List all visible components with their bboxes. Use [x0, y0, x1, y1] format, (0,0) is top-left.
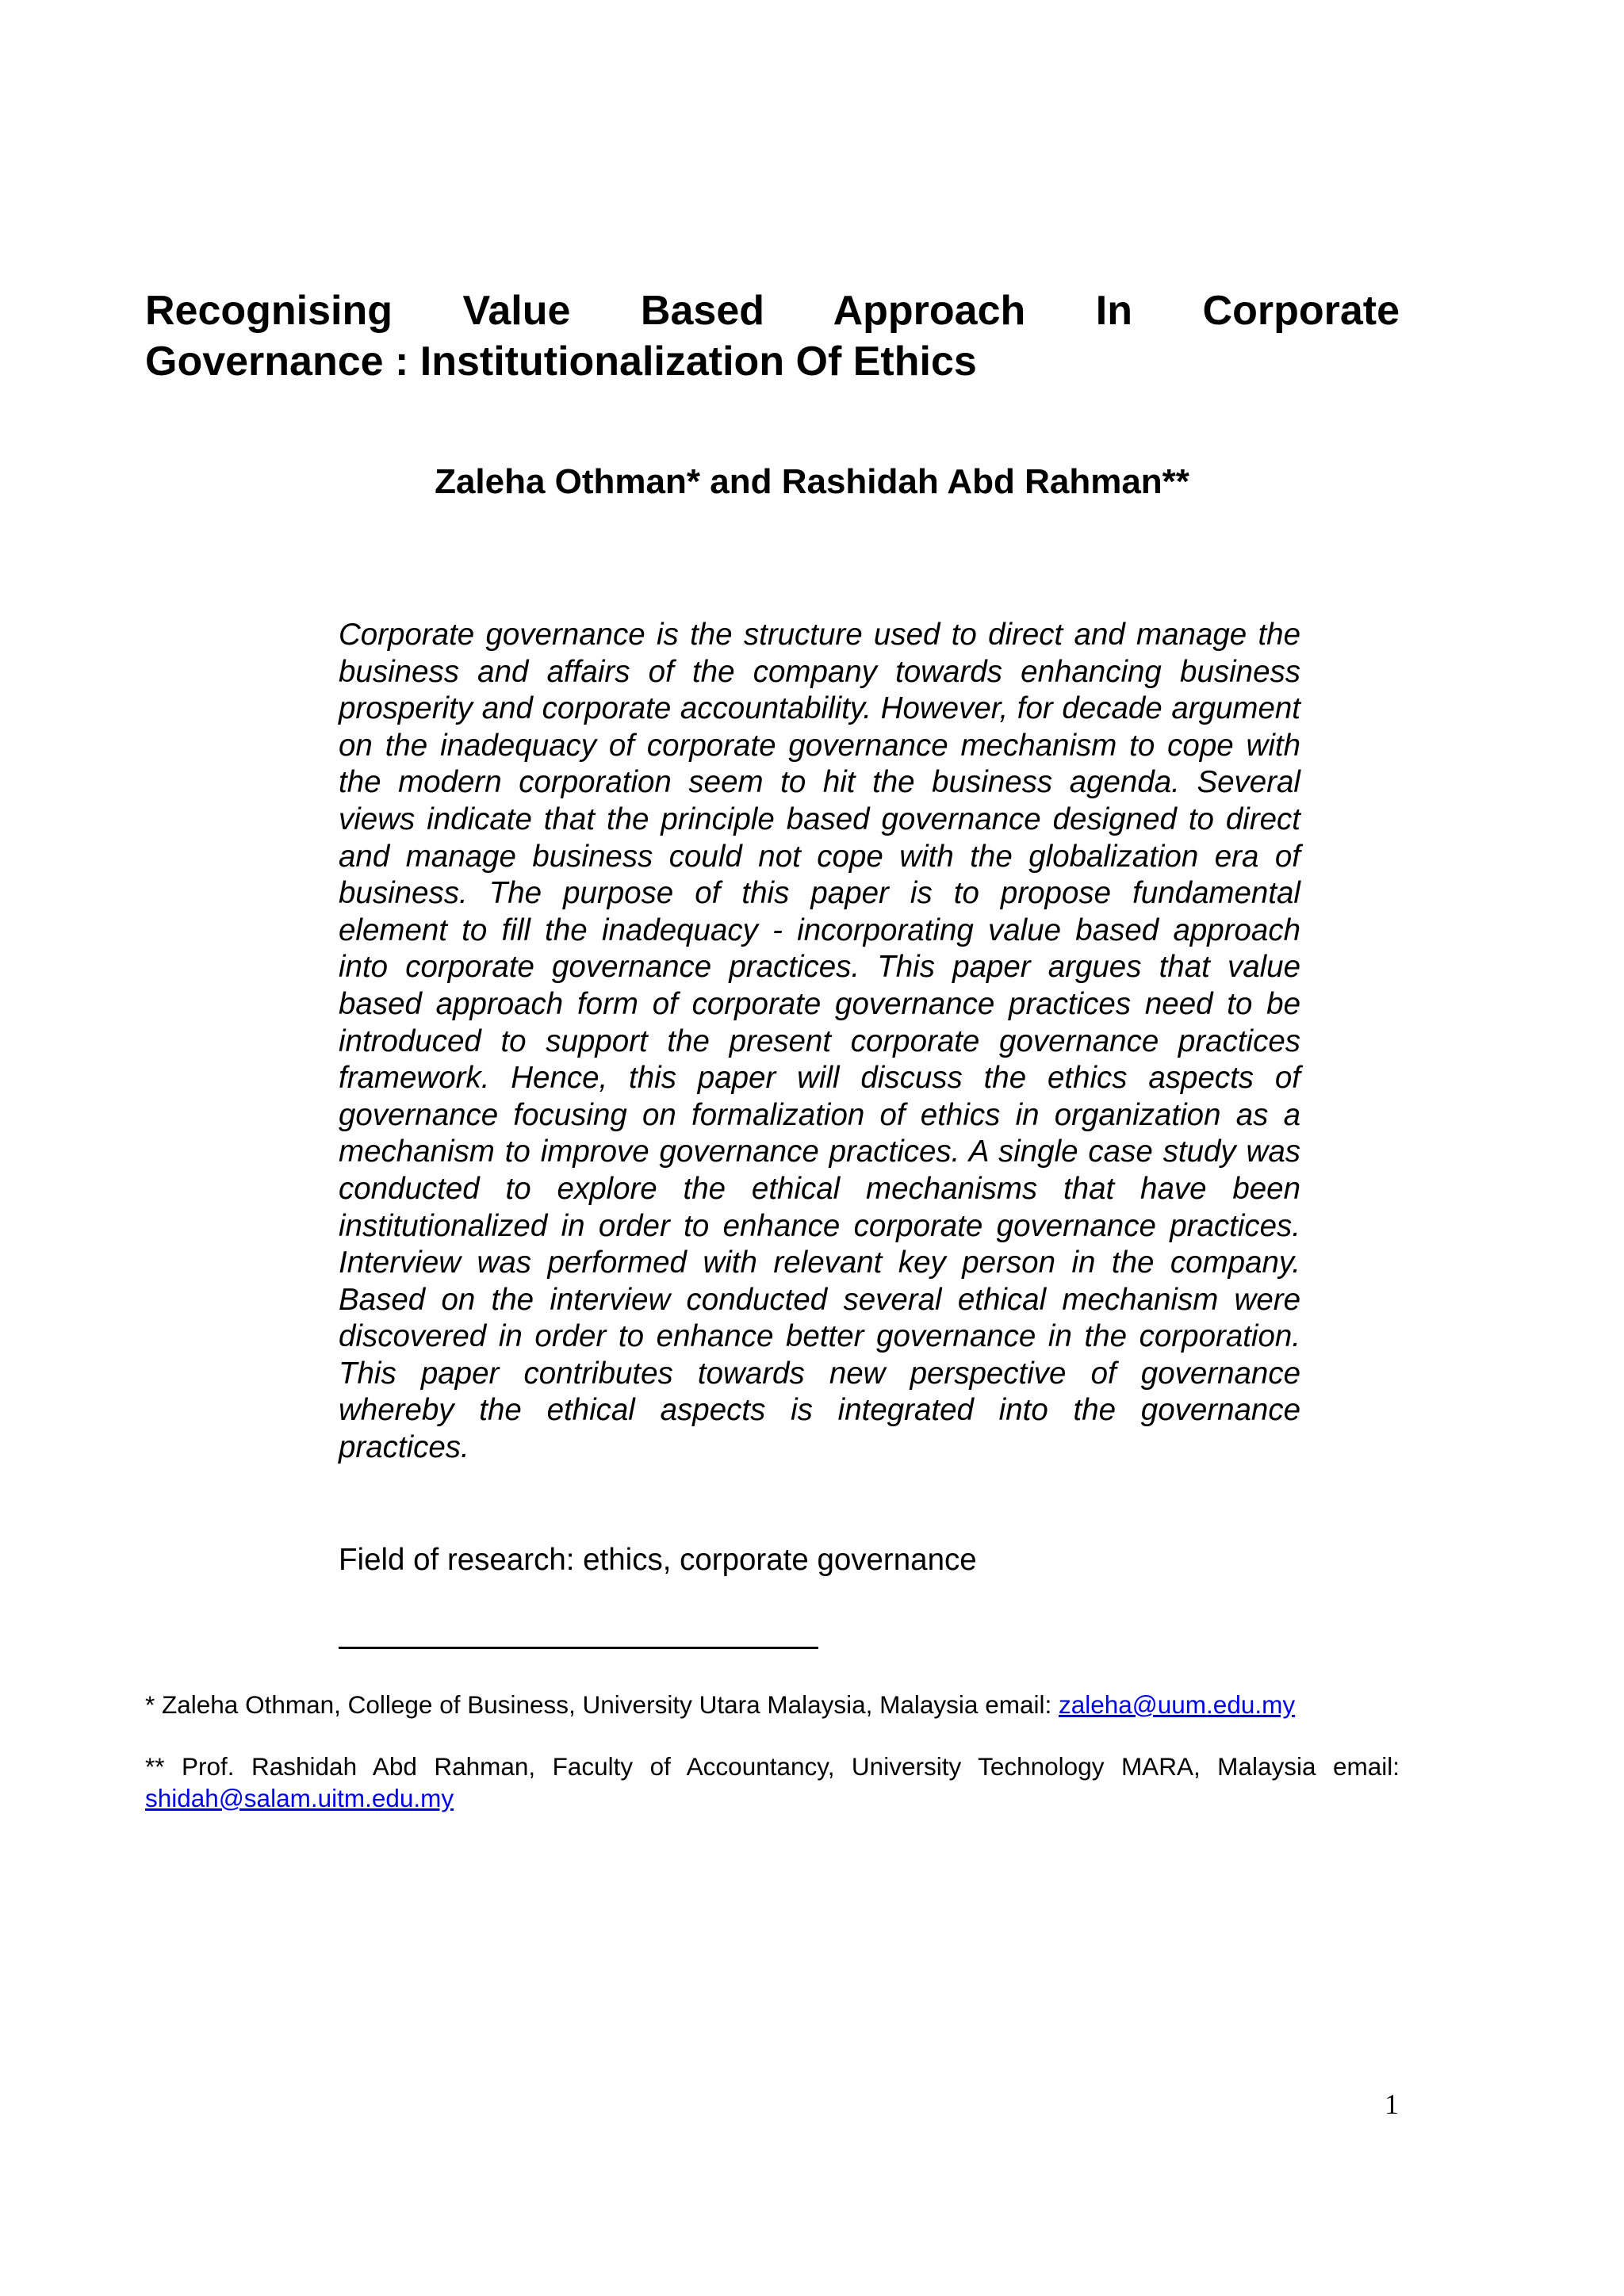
- footnote-author-2-text: ** Prof. Rashidah Abd Rahman, Faculty of Accountancy, University Technology MARA, Malaysia email:: [145, 1752, 1400, 1781]
- paper-title: [145, 285, 1400, 387]
- paper-title-line-1: Recognising Value Based Approach In Corporate: [145, 288, 1400, 334]
- page-number: 1: [1385, 2088, 1399, 2120]
- footnote-author-2: [145, 1751, 1400, 1814]
- footnote-author-1-text: * Zaleha Othman, College of Business, University Utara Malaysia, Malaysia email:: [145, 1690, 1059, 1719]
- paper-title-line-2: Governance : Institutionalization Of Ethics: [145, 339, 977, 385]
- abstract-text: Corporate governance is the structure used to direct and manage the business and affairs of the company towards enhancing business prosperity and corporate accountability. However, for decade argument on the inadequacy of corporate governance mechanism to cope with the modern corporation seem to hit the business agenda. Several views indicate that the principle based governance designed to direct and manage business could not cope with the globalization era of business. The purpose of this paper is to propose fundamental element to fill the inadequacy - incorporating value based approach into corporate governance practices. This paper argues that value based approach form of corporate governance practices need to be introduced to support the present corporate governance practices framework. Hence, this paper will discuss the ethics aspects of governance focusing on formalization of ethics in organization as a mechanism to improve governance practices. A single case study was conducted to explore the ethical mechanisms that have been institutionalized in order to enhance corporate governance practices. Interview was performed with relevant key person in the company. Based on the interview conducted several ethical mechanism were discovered in order to enhance better governance in the corporation. This paper contributes towards new perspective of governance whereby the ethical aspects is integrated into the governance practices.: [339, 618, 1300, 1465]
- footnote-author-1: [145, 1689, 1400, 1720]
- footnote-separator: [339, 1647, 818, 1649]
- author-list: Zaleha Othman* and Rashidah Abd Rahman**: [435, 462, 1189, 501]
- email-link-author-2[interactable]: shidah@salam.uitm.edu.my: [145, 1784, 454, 1812]
- field-of-research: Field of research: ethics, corporate governance: [339, 1543, 977, 1577]
- email-link-author-1[interactable]: zaleha@uum.edu.my: [1058, 1690, 1296, 1719]
